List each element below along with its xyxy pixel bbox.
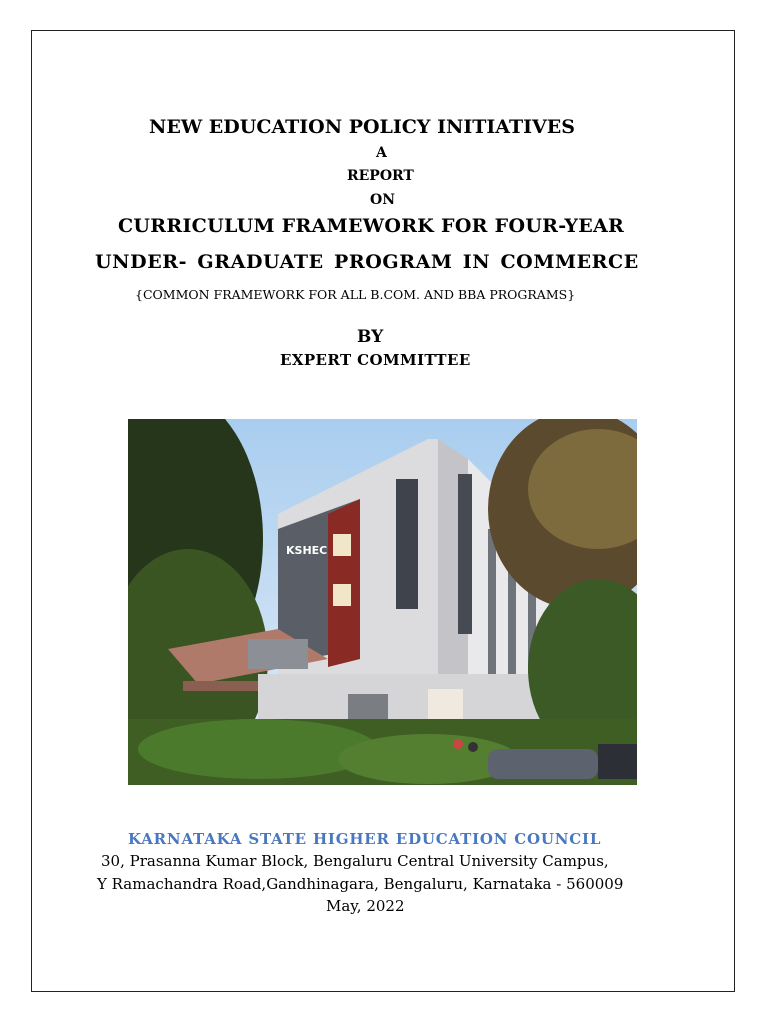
title-line-1: NEW EDUCATION POLICY INITIATIVES (149, 116, 575, 138)
title-line-3: REPORT (347, 168, 414, 184)
subtitle: {COMMON FRAMEWORK FOR ALL B.COM. AND BBA PROGRAMS} (135, 287, 576, 302)
title-line-6: UNDER- GRADUATE PROGRAM IN COMMERCE (95, 251, 639, 273)
title-line-4: ON (370, 192, 395, 208)
address-line-1: 30, Prasanna Kumar Block, Bengaluru Central University Campus, (101, 852, 609, 870)
building-sign: KSHEC (286, 544, 328, 557)
report-date: May, 2022 (326, 897, 405, 915)
author: EXPERT COMMITTEE (280, 351, 471, 369)
organization-name: KARNATAKA STATE HIGHER EDUCATION COUNCIL (128, 830, 602, 848)
address-line-2: Y Ramachandra Road,Gandhinagara, Bengaluru, Karnataka - 560009 (97, 875, 624, 893)
building-photo (128, 419, 637, 785)
by-label: BY (357, 327, 384, 347)
title-line-2: A (376, 145, 387, 161)
title-line-5: CURRICULUM FRAMEWORK FOR FOUR-YEAR (118, 215, 625, 237)
